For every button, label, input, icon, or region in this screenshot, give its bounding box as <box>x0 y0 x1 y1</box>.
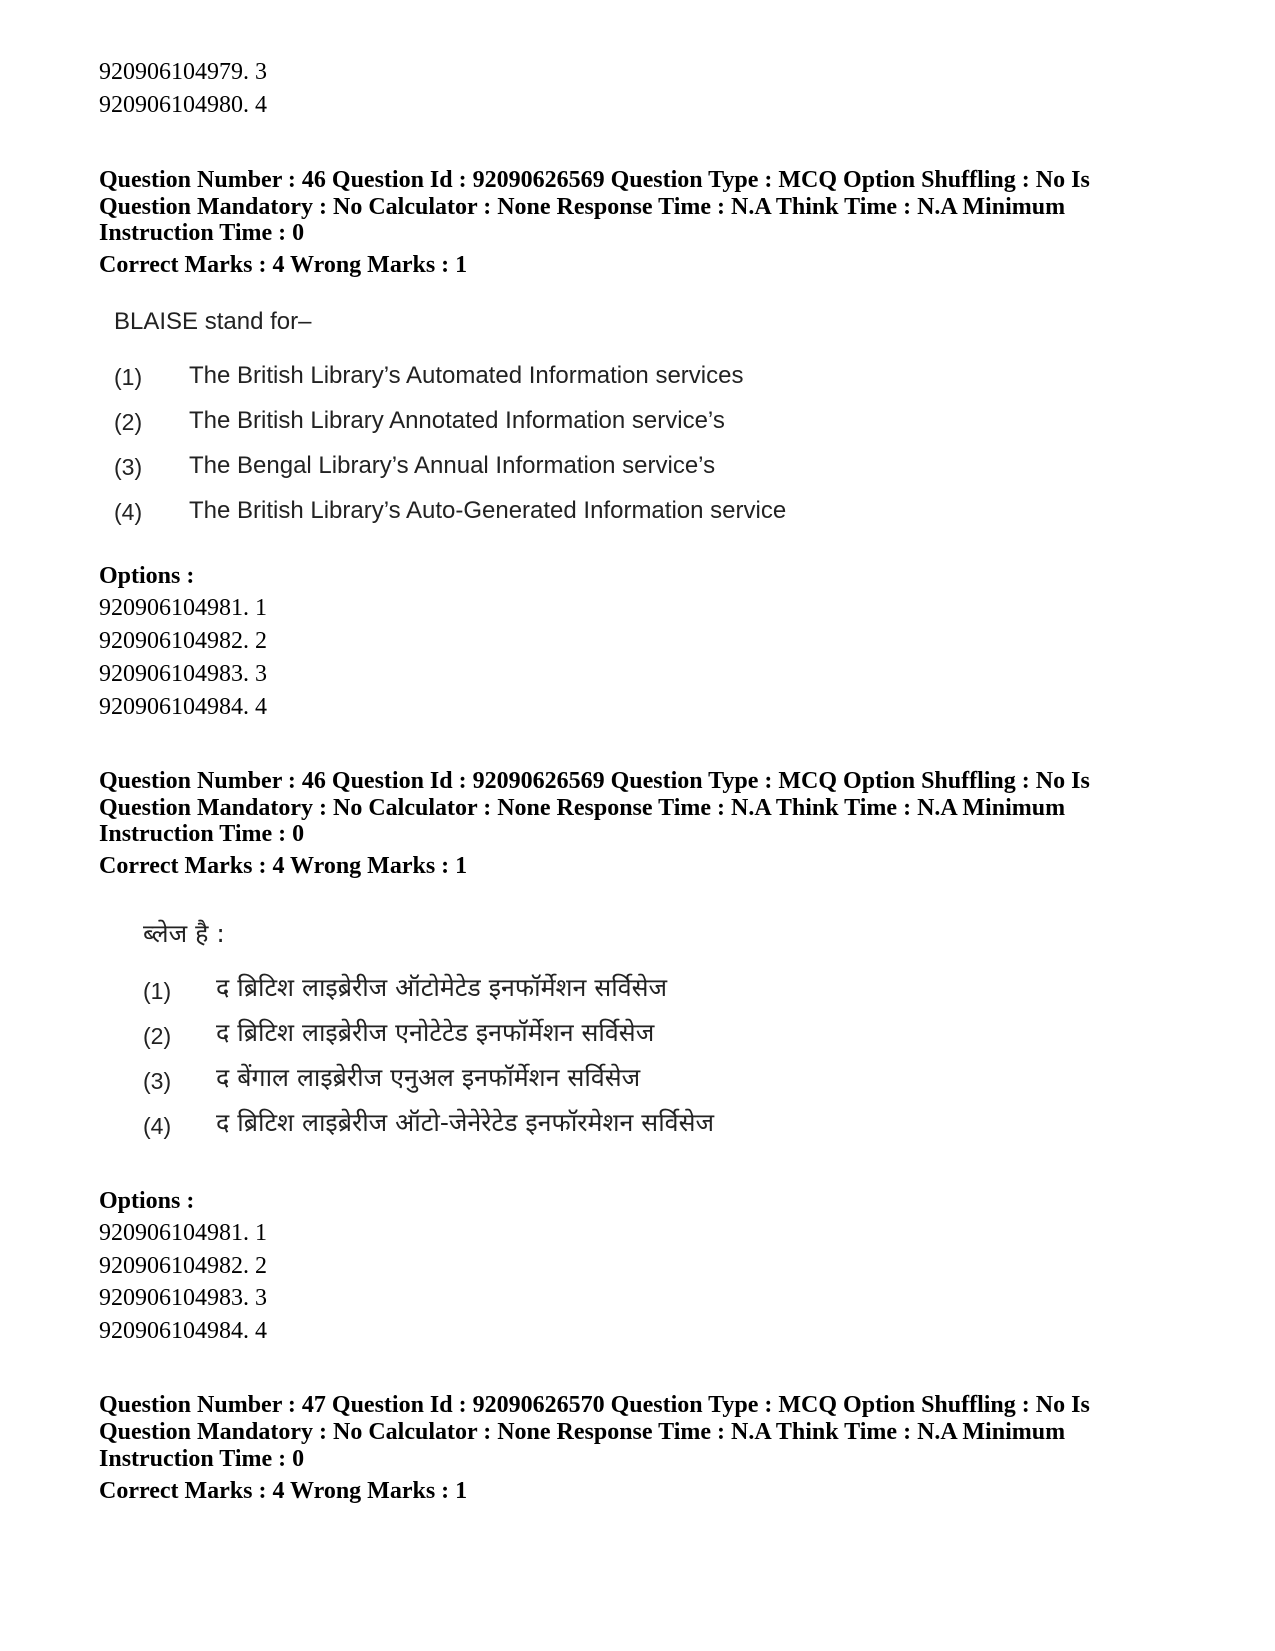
choice-number: (2) <box>114 409 143 435</box>
marks-line: Correct Marks : 4 Wrong Marks : 1 <box>99 1478 468 1504</box>
choice-text: द ब्रिटिश लाइब्रेरीज ऑटो-जेनेरेटेड इनफॉरमेशन सर्विसेज <box>216 1108 715 1137</box>
options-label: Options : <box>99 563 195 589</box>
choice-number: (2) <box>143 1023 172 1049</box>
option-line: 920906104981. 1 <box>99 595 267 621</box>
option-line: 920906104981. 1 <box>99 1220 267 1246</box>
question-header-line: Question Mandatory : No Calculator : None Response Time : N.A Think Time : N.A Minimum <box>99 795 1066 821</box>
question-stem: BLAISE stand for– <box>114 308 312 335</box>
choice-text: The British Library’s Automated Information services <box>189 362 744 389</box>
option-line: 920906104983. 3 <box>99 661 267 687</box>
option-line: 920906104982. 2 <box>99 1253 267 1279</box>
choice-text: The British Library Annotated Information service’s <box>189 407 725 434</box>
choice-text: The British Library’s Auto-Generated Information service <box>189 497 787 524</box>
question-header-line: Instruction Time : 0 <box>99 1446 305 1472</box>
choice-number: (3) <box>143 1068 172 1094</box>
options-label: Options : <box>99 1188 195 1214</box>
question-header-line: Instruction Time : 0 <box>99 821 305 847</box>
question-header-line: Question Mandatory : No Calculator : None Response Time : N.A Think Time : N.A Minimum <box>99 1419 1066 1445</box>
choice-number: (4) <box>114 499 143 525</box>
choice-number: (3) <box>114 454 143 480</box>
choice-text: The Bengal Library’s Annual Information service’s <box>189 452 716 479</box>
question-header-line: Question Number : 46 Question Id : 92090626569 Question Type : MCQ Option Shuffling : No Is <box>99 768 1090 794</box>
option-line: 920906104980. 4 <box>99 92 267 118</box>
choice-text: द ब्रिटिश लाइब्रेरीज एनोटेटेड इनफॉर्मेशन सर्विसेज <box>216 1018 655 1047</box>
choice-text: द ब्रिटिश लाइब्रेरीज ऑटोमेटेड इनफॉर्मेशन सर्विसेज <box>216 973 668 1002</box>
option-line: 920906104984. 4 <box>99 694 267 720</box>
choice-number: (4) <box>143 1113 172 1139</box>
question-header-line: Instruction Time : 0 <box>99 220 305 246</box>
question-header-line: Question Number : 46 Question Id : 92090626569 Question Type : MCQ Option Shuffling : No Is <box>99 167 1090 193</box>
marks-line: Correct Marks : 4 Wrong Marks : 1 <box>99 252 468 278</box>
marks-line: Correct Marks : 4 Wrong Marks : 1 <box>99 853 468 879</box>
question-header-line: Question Mandatory : No Calculator : None Response Time : N.A Think Time : N.A Minimum <box>99 194 1066 220</box>
option-line: 920906104983. 3 <box>99 1285 267 1311</box>
question-header-line: Question Number : 47 Question Id : 92090626570 Question Type : MCQ Option Shuffling : No Is <box>99 1392 1090 1418</box>
choice-number: (1) <box>143 978 172 1004</box>
question-stem: ब्लेज है : <box>143 919 225 948</box>
option-line: 920906104979. 3 <box>99 59 267 85</box>
option-line: 920906104984. 4 <box>99 1318 267 1344</box>
choice-number: (1) <box>114 364 143 390</box>
choice-text: द बेंगाल लाइब्रेरीज एनुअल इनफॉर्मेशन सर्विसेज <box>216 1063 641 1092</box>
option-line: 920906104982. 2 <box>99 628 267 654</box>
